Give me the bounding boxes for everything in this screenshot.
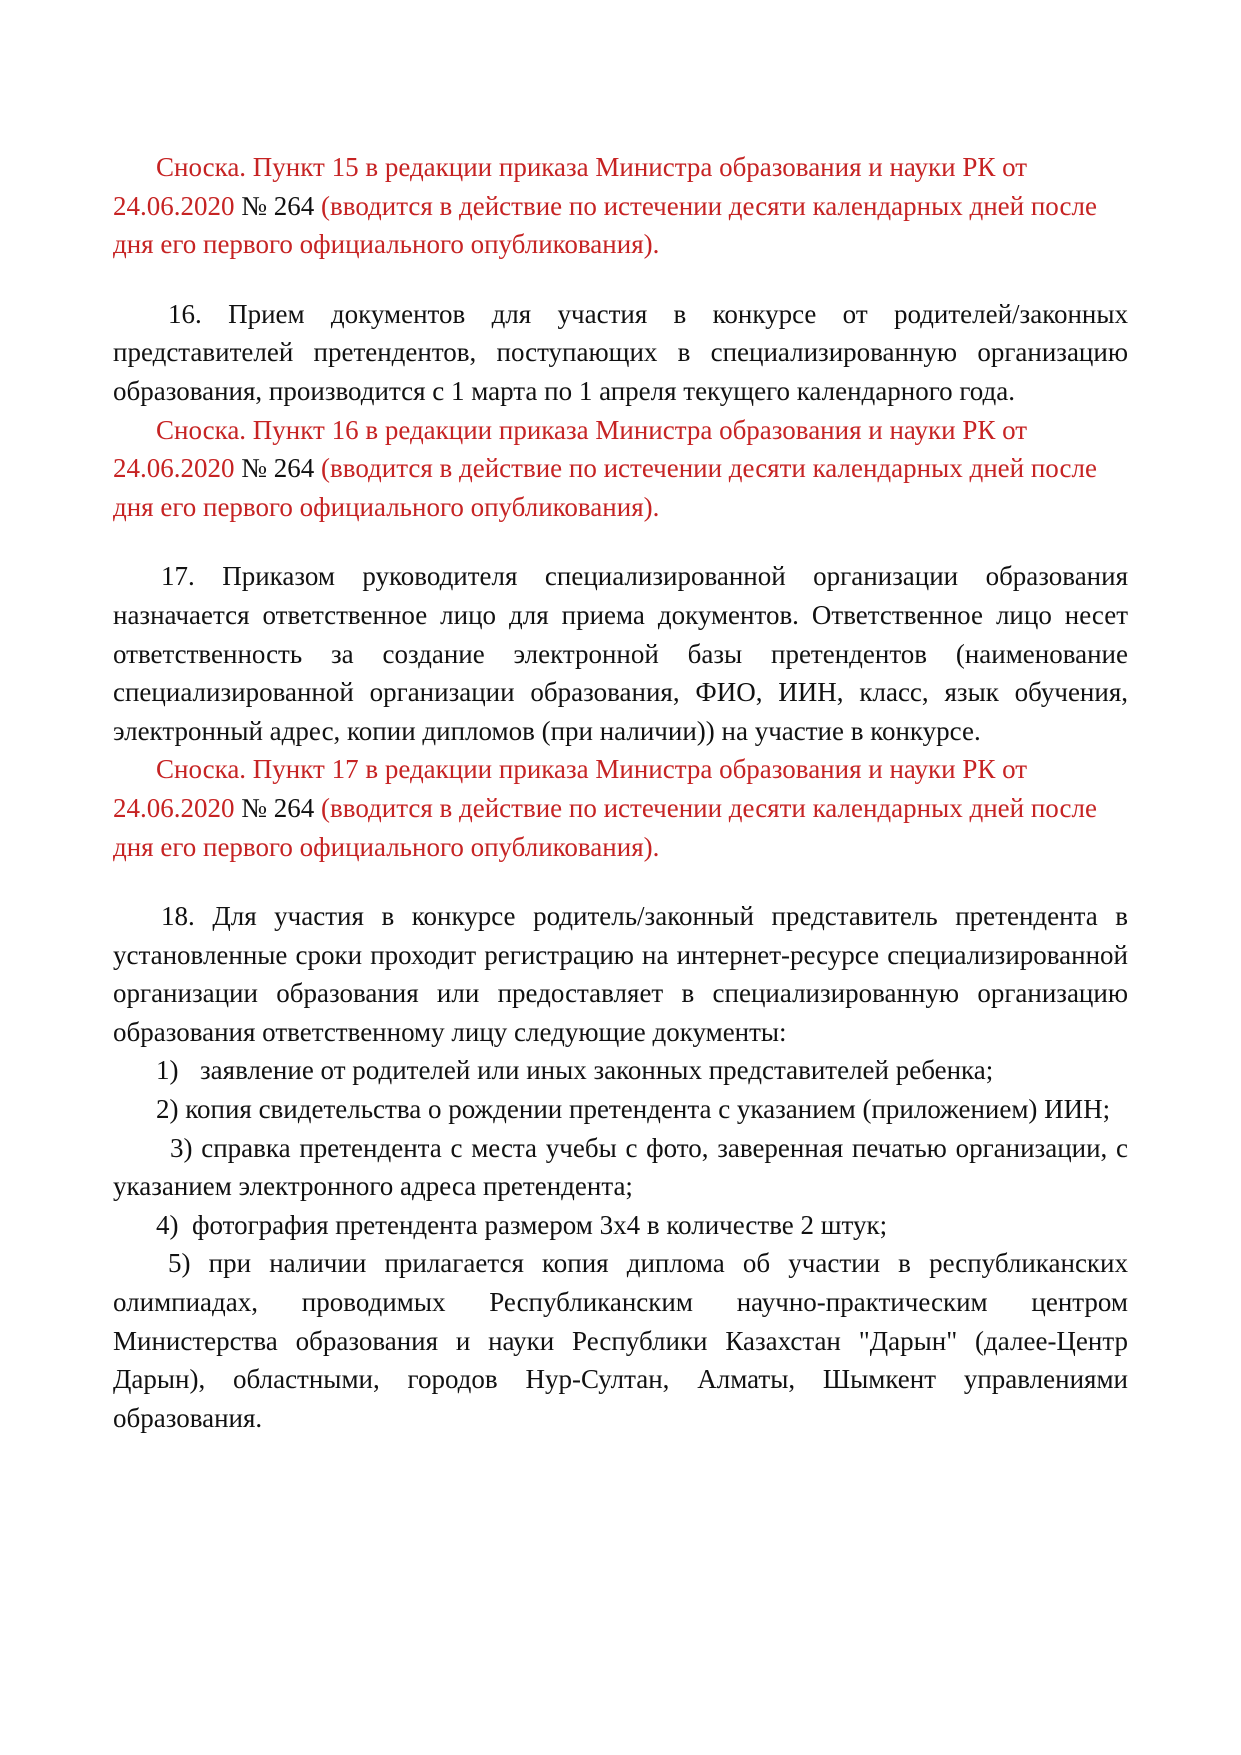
spacer — [113, 526, 1128, 557]
paragraph-17: 17. Приказом руководителя специализированной организации образования назначается ответственное лицо для приема документов. Ответственное лицо несет ответственность за создание электронной базы претендентов (наименование специализированной организации образования, ФИО, ИИН, класс, язык обучения, электронный адрес, копии дипломов (при наличии)) на участие в конкурсе. — [113, 561, 1128, 746]
list-item-4 — [113, 1206, 1128, 1245]
list-item-number: 5) — [168, 1248, 191, 1279]
list-item-number: 1) — [156, 1055, 179, 1086]
order-number: № 264 — [241, 190, 315, 221]
footnote-item-17 — [113, 750, 1128, 866]
list-item-number: 4) — [156, 1209, 179, 1240]
list-item-text: при наличии прилагается копия диплома об участии в республиканских олимпиадах, проводимых Республиканским научно-практическим центром Министерства образования и науки Республики Казахстан "Дарын" (далее-Центр Дарын), областными, городов Нур-Султан, Алматы, Шымкент управлениями образования. — [113, 1248, 1128, 1433]
paragraph-16: 16. Прием документов для участия в конкурсе от родителей/законных представителей претендентов, поступающих в специализированную организацию образования, производится с 1 марта по 1 апреля текущего календарного года. — [113, 298, 1128, 406]
spacer — [113, 866, 1128, 897]
list-item-text: справка претендента с места учебы с фото, заверенная печатью организации, с указанием электронного адреса претендента; — [113, 1132, 1128, 1202]
list-item-1 — [113, 1051, 1128, 1090]
order-number: № 264 — [241, 792, 315, 823]
footnote-lead: Сноска. Пункт 17 в редакции приказа Министра образования и науки РК от 24.06.2020 — [113, 754, 1028, 823]
list-item-text: заявление от родителей или иных законных представителей ребенка; — [200, 1055, 994, 1086]
document-body — [113, 148, 1128, 1437]
footnote-lead: Сноска. Пункт 16 в редакции приказа Министра образования и науки РК от 24.06.2020 — [113, 414, 1028, 484]
list-item-3 — [113, 1129, 1128, 1206]
footnote-effective-clause: (вводится в действие по истечении десяти календарных дней после дня его первого официального опубликования). — [113, 792, 1097, 862]
footnote-item-16 — [113, 411, 1128, 527]
paragraph-18: 18. Для участия в конкурсе родитель/законный представитель претендента в установленные сроки проходит регистрацию на интернет-ресурсе специализированной организации образования или предоставляет в специализированную организацию образования ответственному лицу следующие документы: — [113, 901, 1128, 1047]
list-item-2 — [113, 1090, 1128, 1129]
list-item-5 — [113, 1244, 1128, 1437]
spacer — [113, 264, 1128, 295]
list-item-number: 3) — [170, 1132, 193, 1163]
footnote-item-15 — [113, 148, 1128, 264]
order-number: № 264 — [241, 453, 315, 484]
list-item-text: фотография претендента размером 3х4 в количестве 2 штук; — [192, 1209, 888, 1240]
footnote-lead: Сноска. Пункт 15 в редакции приказа Министра образования и науки РК от 24.06.2020 — [113, 152, 1028, 221]
list-item-number: 2) — [156, 1094, 179, 1125]
footnote-effective-clause: (вводится в действие по истечении десяти календарных дней после дня его первого официального опубликования). — [113, 190, 1097, 260]
list-item-text: копия свидетельства о рождении претендента с указанием (приложением) ИИН; — [185, 1094, 1111, 1125]
footnote-effective-clause: (вводится в действие по истечении десяти календарных дней после дня его первого официального опубликования). — [113, 453, 1097, 522]
